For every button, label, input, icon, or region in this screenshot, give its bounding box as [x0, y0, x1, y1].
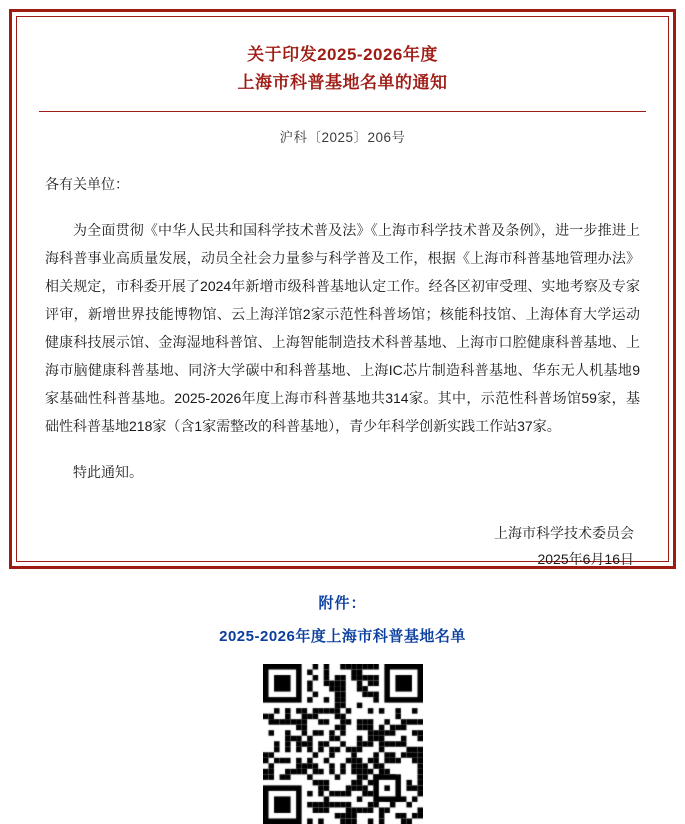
- attachment-section: [0, 592, 685, 824]
- document-number: 沪科〔2025〕206号: [279, 130, 406, 145]
- qr-code-icon: [263, 664, 423, 824]
- closing-statement: 特此通知。: [73, 464, 143, 480]
- signature-organization: 上海市科学技术委员会: [494, 525, 634, 541]
- signature-date: 2025年6月16日: [537, 551, 634, 567]
- salutation: 各有关单位：: [45, 176, 129, 192]
- document-title-line2: 上海市科普基地名单的通知: [237, 73, 448, 92]
- attachment-label: 附件：: [318, 595, 367, 612]
- official-document-frame: [9, 9, 676, 569]
- body-paragraph: 为全面贯彻《中华人民共和国科学技术普及法》《上海市科学技术普及条例》，进一步推进上海科普事业高质量发展，动员全社会力量参与科学普及工作，根据《上海市科普基地管理办法》相关规定，市科委开展了2024年新增市级科普基地认定工作。经各区初审受理、实地考察及专家评审，新增世界技能博物馆、云上海洋馆2家示范性科普场馆；核能科技馆、上海体育大学运动健康科技展示馆、金海湿地科普馆、上海智能制造技术科普基地、上海市口腔健康科普基地、上海市脑健康科普基地、同济大学碳中和科普基地、上海IC芯片制造科普基地、华东无人机基地9家基础性科普基地。2025-2026年度上海市科普基地共314家。其中，示范性科普场馆59家，基础性科普基地218家（含1家需整改的科普基地），青少年科学创新实践工作站37家。: [45, 222, 640, 434]
- document-frame-inner: [16, 16, 669, 567]
- document-title: [17, 17, 668, 97]
- signature-block: [17, 486, 668, 572]
- document-body: [17, 146, 668, 486]
- attachment-link[interactable]: 2025-2026年度上海市科普基地名单: [219, 628, 466, 645]
- document-title-line1: 关于印发2025-2026年度: [247, 45, 438, 64]
- qr-code-wrapper: [0, 664, 685, 824]
